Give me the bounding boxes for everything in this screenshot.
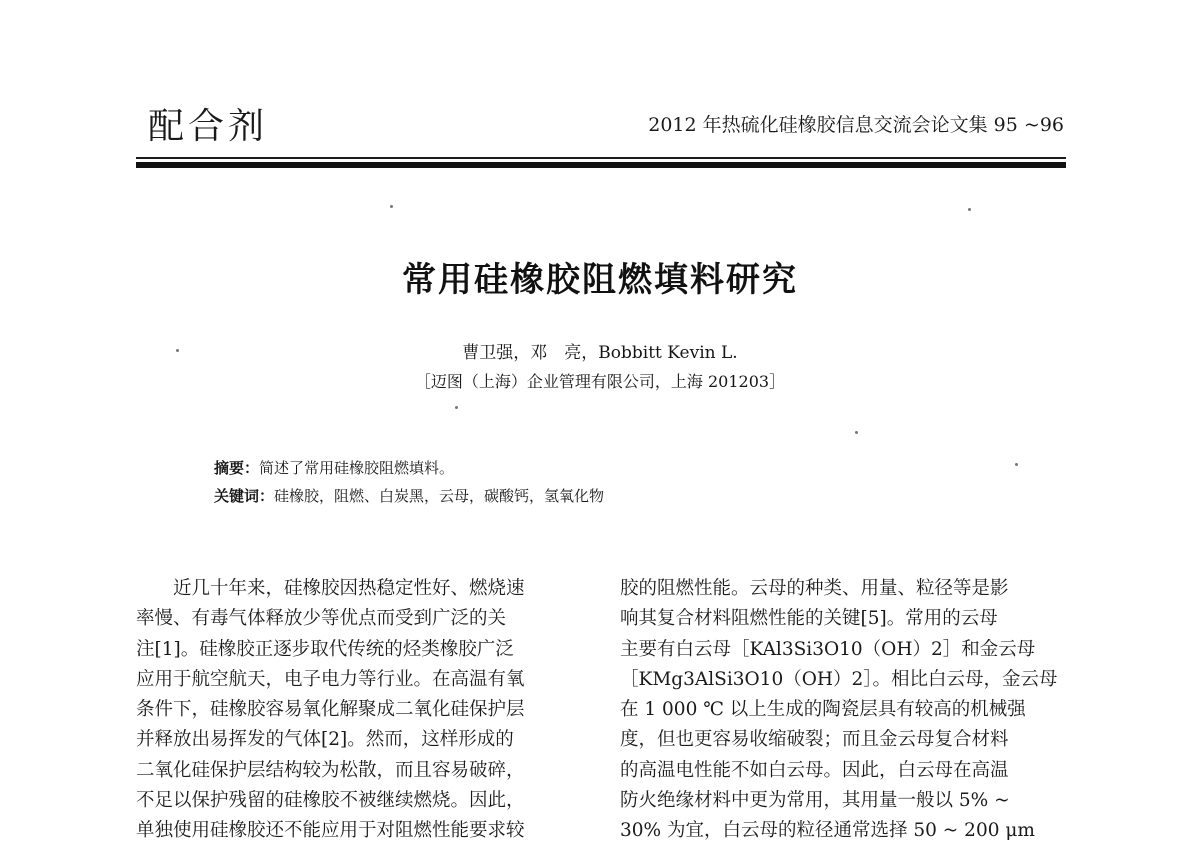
body-line: 率慢、有毒气体释放少等优点而受到广泛的关	[136, 608, 507, 630]
scan-speck	[176, 349, 179, 352]
body-line: 的高温电性能不如白云母。因此，白云母在高温	[620, 759, 1009, 781]
body-column-right	[620, 574, 1066, 842]
article-title: 常用硅橡胶阻燃填料研究	[402, 260, 798, 300]
body-line: 注[1]。硅橡胶正逐步取代传统的烃类橡胶广泛	[136, 638, 514, 660]
body-line: 度，但也更容易收缩破裂；而且金云母复合材料	[620, 729, 1009, 751]
body-line: 在 1 000 ℃ 以上生成的陶瓷层具有较高的机械强	[620, 699, 1026, 721]
scan-speck	[390, 205, 393, 208]
body-line: 条件下，硅橡胶容易氧化解聚成二氧化硅保护层	[136, 699, 525, 721]
body-column-left	[136, 574, 566, 842]
body-line: 不足以保护残留的硅橡胶不被继续燃烧。因此，	[136, 790, 525, 812]
body-line: 主要有白云母［KAl3Si3O10（OH）2］和金云母	[620, 638, 1036, 660]
body-line: ［KMg3AlSi3O10（OH）2］。相比白云母，金云母	[620, 668, 1058, 690]
abstract	[214, 457, 454, 478]
abstract-text: 简述了常用硅橡胶阻燃填料。	[259, 459, 455, 477]
author-affiliation: ［迈图（上海）企业管理有限公司，上海 201203］	[414, 372, 786, 391]
header-rule-thin	[136, 157, 1066, 159]
body-line: 防火绝缘材料中更为常用，其用量一般以 5% ~	[620, 790, 1010, 812]
author-list: 曹卫强，邓 亮，Bobbitt Kevin L.	[462, 343, 738, 363]
section-label: 配合剂	[148, 106, 269, 147]
body-line: 30% 为宜，白云母的粒径通常选择 50 ~ 200 μm	[620, 820, 1035, 842]
body-line: 近几十年来，硅橡胶因热稳定性好、燃烧速	[136, 578, 525, 599]
body-line: 响其复合材料阻燃性能的关键[5]。常用的云母	[620, 608, 998, 630]
scan-speck	[455, 406, 458, 409]
header-rule-thick	[136, 162, 1066, 168]
body-line: 二氧化硅保护层结构较为松散，而且容易破碎，	[136, 759, 525, 781]
keywords-text: 硅橡胶，阻燃、白炭黑，云母，碳酸钙，氢氧化物	[274, 487, 605, 505]
body-line: 胶的阻燃性能。云母的种类、用量、粒径等是影	[620, 578, 1009, 599]
journal-info: 2012 年热硫化硅橡胶信息交流会论文集 95 ~96	[648, 114, 1064, 136]
scan-speck	[855, 431, 858, 434]
body-line: 单独使用硅橡胶还不能应用于对阻燃性能要求较	[136, 820, 525, 842]
scan-speck	[968, 208, 971, 211]
keywords	[214, 485, 604, 506]
scan-speck	[1015, 463, 1018, 466]
body-line: 并释放出易挥发的气体[2]。然而，这样形成的	[136, 729, 514, 751]
body-line: 应用于航空航天，电子电力等行业。在高温有氧	[136, 668, 525, 690]
abstract-label: 摘要：	[214, 459, 260, 477]
keywords-label: 关键词：	[214, 487, 275, 505]
